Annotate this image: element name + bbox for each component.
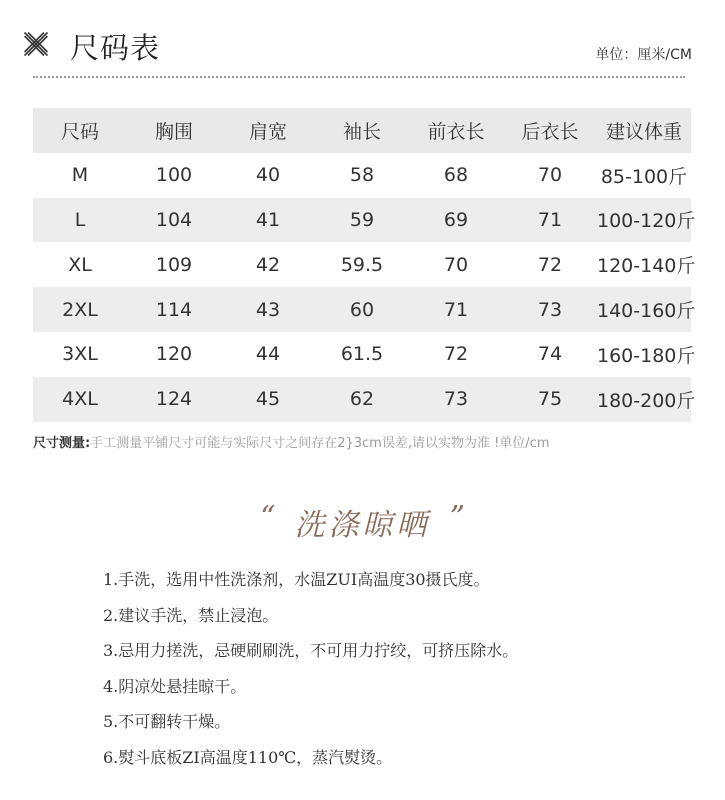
table-cell: 120: [155, 343, 193, 366]
table-cell: 2XL: [33, 287, 127, 332]
list-item: 6.熨斗底板ZI高温度110℃，蒸汽熨烫。: [103, 747, 393, 767]
list-item: 5.不可翻转干燥。: [103, 712, 231, 731]
table-cell: 120-140斤: [597, 255, 696, 278]
column-header: 后衣长: [503, 108, 597, 153]
table-cell: 58: [349, 164, 375, 187]
table-cell: 85-100斤: [600, 165, 688, 188]
table-cell: 60: [315, 287, 409, 332]
table-cell: 40: [255, 164, 281, 187]
wash-title-text: 洗涤晾晒: [294, 508, 431, 543]
cross-icon: [22, 30, 50, 58]
table-cell: 62: [315, 377, 409, 422]
table-cell: 42: [255, 253, 281, 276]
open-quote: “: [260, 500, 276, 535]
dotted-divider: [33, 76, 685, 78]
table-row: [33, 242, 691, 287]
table-cell: 114: [127, 287, 221, 332]
column-header: 肩宽: [221, 108, 315, 153]
table-cell: 41: [221, 198, 315, 243]
table-cell: XL: [68, 253, 92, 276]
table-cell: 180-200斤: [597, 377, 691, 422]
table-cell: 100: [155, 164, 193, 187]
table-cell: 109: [155, 253, 193, 276]
table-cell: 104: [127, 198, 221, 243]
table-cell: 75: [503, 377, 597, 422]
table-cell: M: [71, 164, 89, 187]
column-header: 建议体重: [597, 108, 691, 153]
table-cell: 71: [409, 287, 503, 332]
note-text: 手工测量平铺尺寸可能与实际尺寸之间存在2}3cm误差,请以实物为准 !单位/cm: [90, 436, 550, 451]
measurement-note: [33, 432, 550, 451]
table-cell: 140-160斤: [597, 287, 691, 332]
unit-label: 单位：厘米/CM: [595, 47, 692, 63]
list-item: 3.忌用力搓洗，忌硬刷刷洗，不可用力拧绞，可挤压除水。: [103, 641, 519, 660]
wash-section-title: [0, 500, 725, 544]
table-cell: 73: [503, 287, 597, 332]
table-row: [33, 198, 691, 243]
table-row: [33, 332, 691, 377]
table-cell: 68: [443, 164, 469, 187]
list-item: 1.手洗，选用中性洗涤剂，水温ZUI高温度30摄氏度。: [103, 570, 490, 589]
table-cell: 45: [221, 377, 315, 422]
table-cell: 59.5: [340, 253, 384, 276]
size-table: [33, 108, 696, 422]
table-cell: 59: [315, 198, 409, 243]
table-cell: L: [33, 198, 127, 243]
table-cell: 43: [221, 287, 315, 332]
table-row: [33, 153, 691, 198]
table-cell: 73: [409, 377, 503, 422]
table-header-row: [33, 108, 691, 153]
page-title: 尺码表: [70, 31, 161, 65]
table-cell: 44: [255, 343, 281, 366]
table-cell: 74: [537, 343, 563, 366]
table-row: [33, 287, 691, 332]
column-header: 袖长: [315, 108, 409, 153]
column-header: 前衣长: [409, 108, 503, 153]
list-item: 4.阴凉处悬挂晾干。: [103, 676, 247, 696]
table-cell: 100-120斤: [597, 198, 691, 243]
list-item: 2.建议手洗，禁止浸泡。: [103, 605, 279, 625]
note-label: 尺寸测量:: [33, 436, 91, 451]
care-instructions: [103, 568, 518, 781]
column-header: 尺码: [33, 108, 127, 153]
table-cell: 124: [127, 377, 221, 422]
table-cell: 61.5: [340, 343, 384, 366]
table-cell: 69: [409, 198, 503, 243]
table-cell: 3XL: [62, 343, 98, 366]
table-cell: 70: [443, 253, 469, 276]
table-cell: 71: [503, 198, 597, 243]
close-quote: ”: [449, 500, 465, 535]
table-row: [33, 377, 691, 422]
table-cell: 72: [537, 253, 563, 276]
column-header: 胸围: [127, 108, 221, 153]
table-cell: 160-180斤: [597, 344, 696, 367]
table-cell: 72: [443, 343, 469, 366]
table-cell: 70: [537, 164, 563, 187]
table-cell: 4XL: [33, 377, 127, 422]
